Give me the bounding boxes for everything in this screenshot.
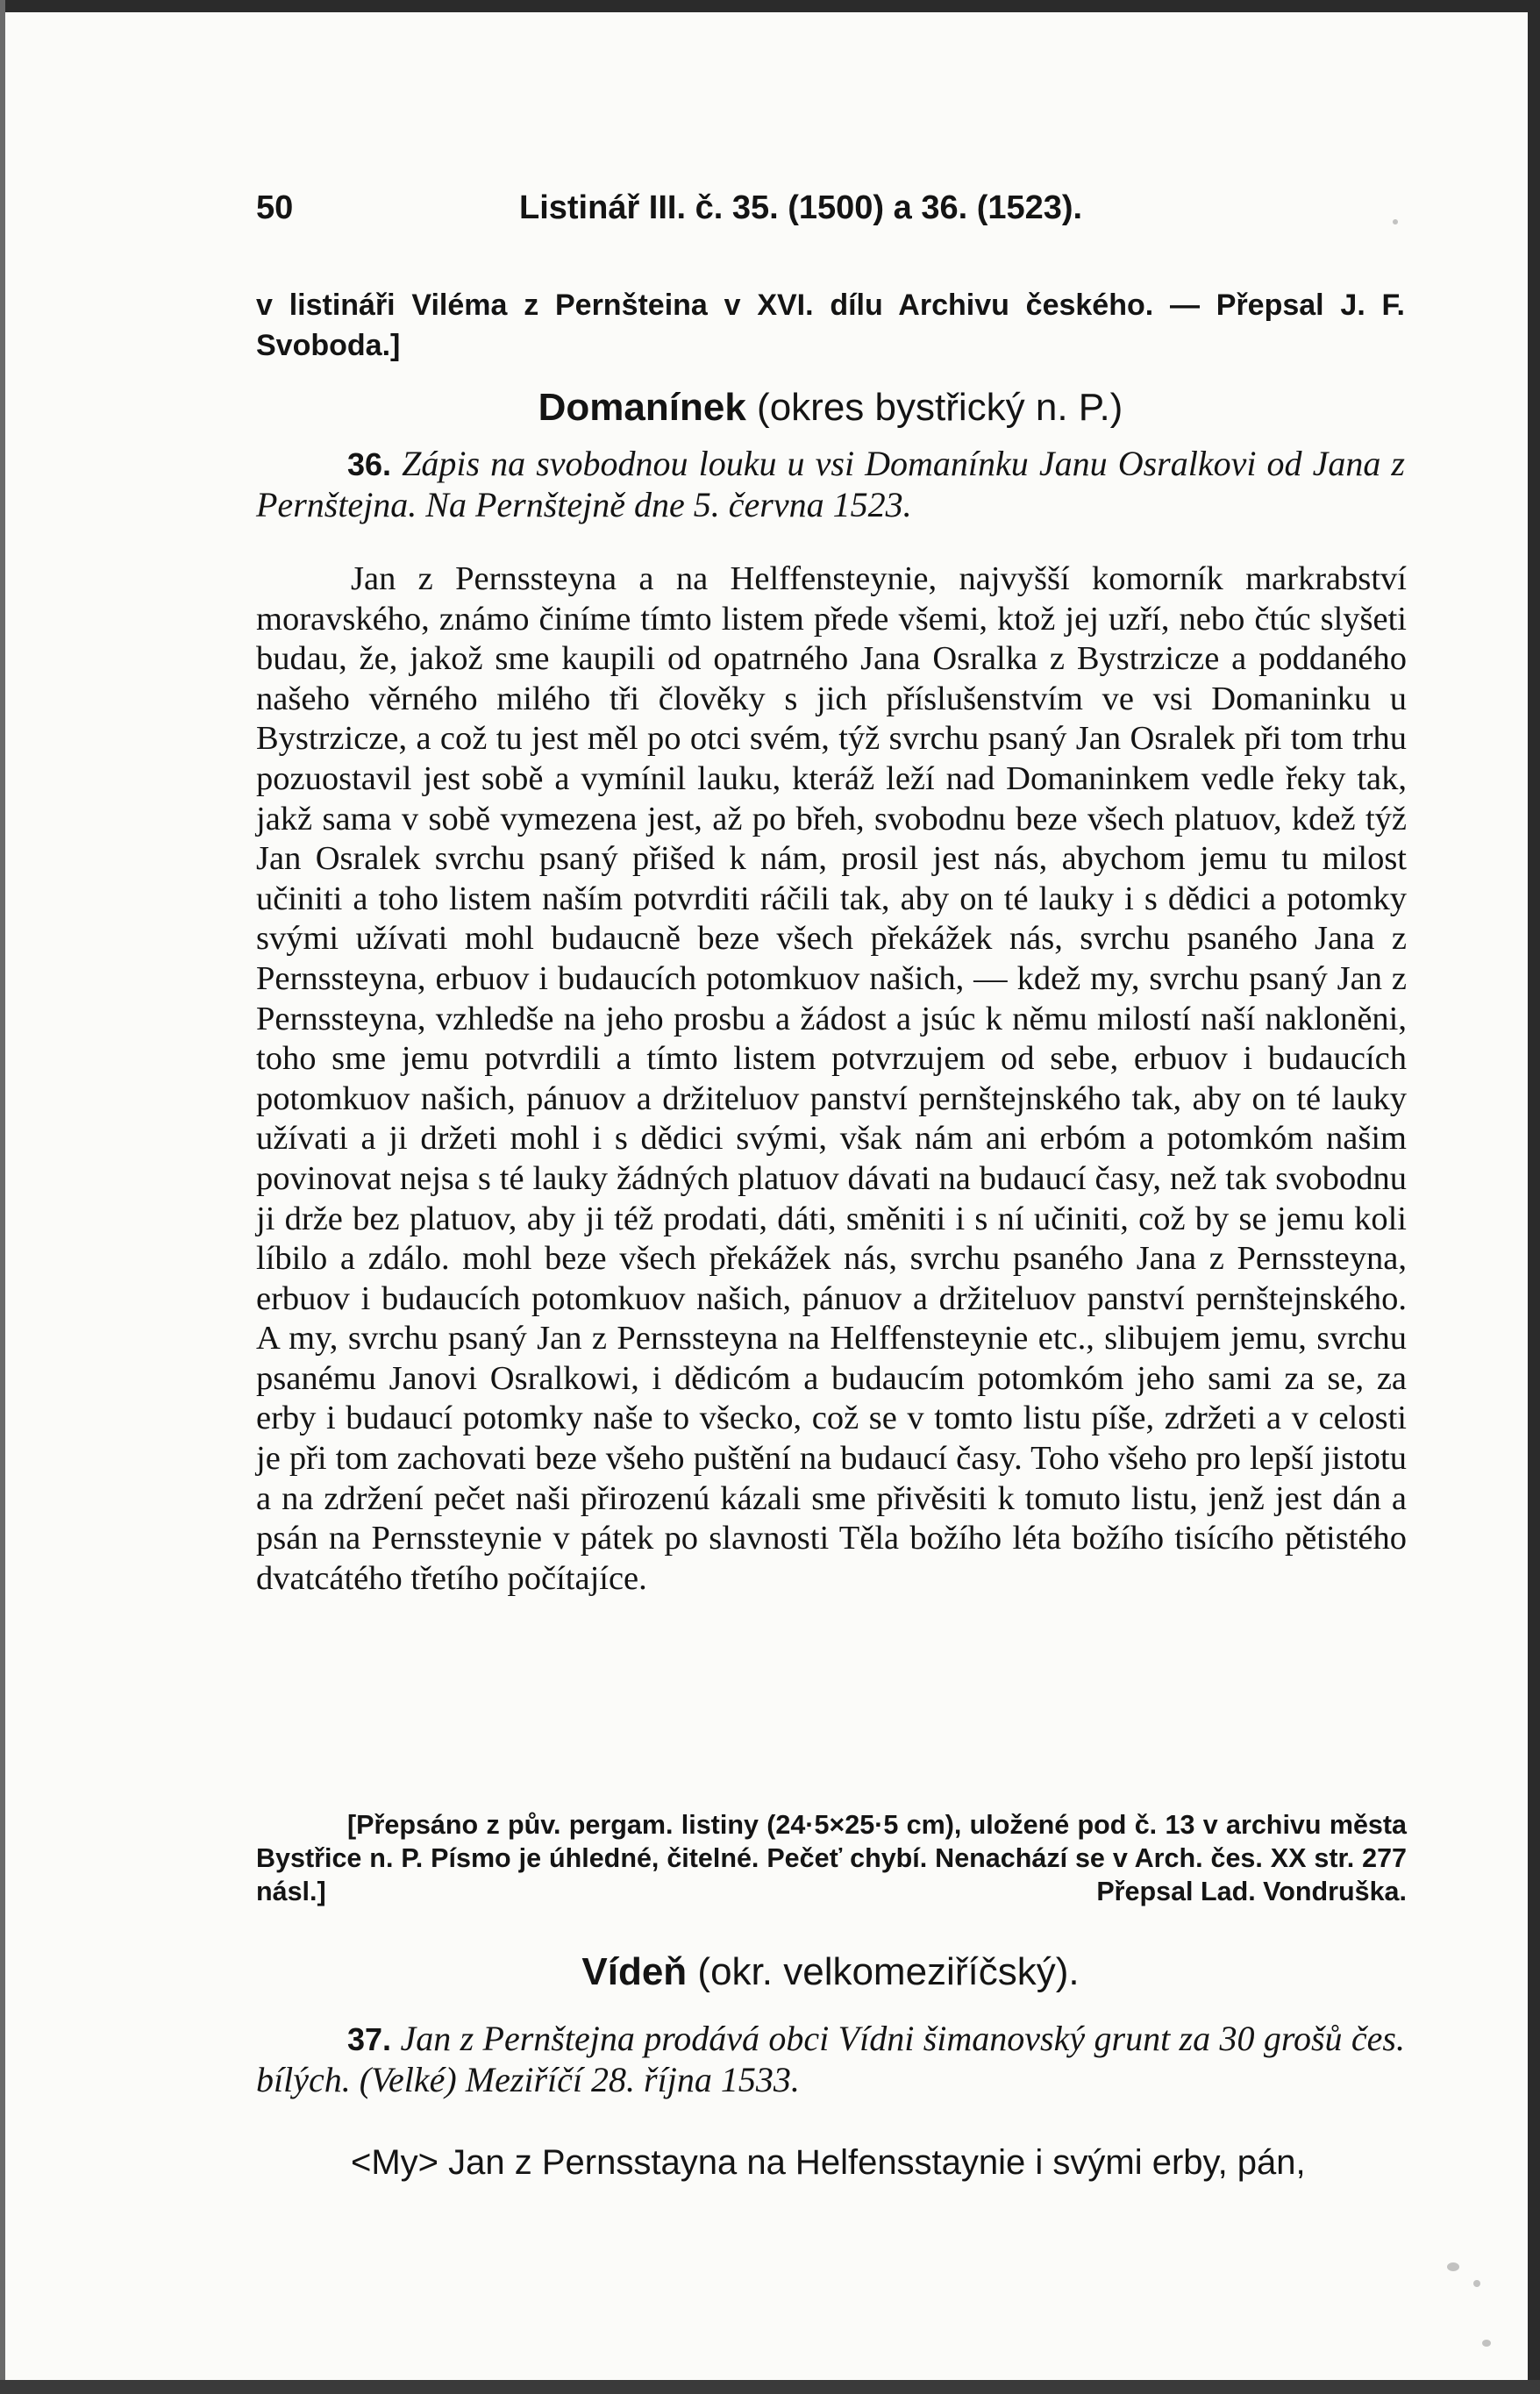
district-name: (okres bystřický n. P.)	[757, 386, 1123, 429]
document-number: 37.	[347, 2021, 392, 2057]
source-note-text: [Přepsáno z pův. pergam. listiny (24·5×25·5 cm), uložené pod č. 13 v archivu města Bystřice n. P. Písmo je úhledné, čitelné. Pečeť chybí. Nenachází se v Arch. čes. XX str. 277 násl.]	[256, 1810, 1407, 1906]
scan-border-top	[0, 0, 1540, 12]
charter-opening-line: <My> Jan z Pernsstayna na Helfensstaynie i svými erby, pán,	[351, 2143, 1306, 2182]
regest-text: Jan z Pernštejna prodává obci Vídni šimanovský grunt za 30 grošů čes. bílých. (Velké) Meziříčí 28. října 1533.	[256, 2019, 1405, 2099]
section-heading-domaninek	[256, 386, 1405, 430]
regest-text: Zápis na svobodnou louku u vsi Domanínku Janu Osralkovi od Jana z Pernštejna. Na Pernštejně dne 5. června 1523.	[256, 444, 1405, 524]
document-number: 36.	[347, 446, 392, 482]
section-heading-viden	[256, 1950, 1405, 1994]
regest-36	[256, 444, 1405, 525]
scan-speck	[1482, 2340, 1491, 2347]
page-number: 50	[256, 189, 294, 226]
scan-border-bottom	[0, 2380, 1540, 2394]
scan-speck	[1447, 2262, 1459, 2271]
scan-speck	[1393, 219, 1398, 224]
regest-37	[256, 2019, 1405, 2100]
scan-speck	[1473, 2280, 1480, 2287]
transcriber-signature: Přepsal Lad. Vondruška.	[1096, 1877, 1407, 1906]
source-note	[256, 1808, 1407, 1908]
running-title: Listinář III. č. 35. (1500) a 36. (1523).	[519, 189, 1083, 226]
charter-body-text: Jan z Pernssteyna a na Helffensteynie, najvyšší komorník markrabství moravského, známo činíme tímto listem přede všemi, ktož jej uzří, nebo čtúc slyšeti budau, že, jakož sme kaupili od opatrného Jana Osralka z Bystrzicze a poddaného našeho věrného milého tři člověky s jich příslušenstvím ve vsi Domaninku u Bystrzicze, a což tu jest měl po otci svém, týž svrchu psaný Jan Osralek při tom trhu pozuostavil jest sobě a vymínil lauku, kteráž leží nad Domaninkem vedle řeky tak, jakž sama v sobě vymezena jest, až po břeh, svobodnu beze všech platuov, kdež týž Jan Osralek svrchu psaný přišed k nám, prosil jest nás, abychom jemu tu milost učiniti a toho listem naším potvrditi ráčili tak, aby on té lauky i s dědici a potomky svými užívati mohl budaucně beze všech překážek nás, svrchu psaného Jana z Pernssteyna, erbuov i budaucích potomkuov našich, — kdež my, svrchu psaný Jan z Pernssteyna, vzhledše na jeho prosbu a žádost a jsúc k němu milostí naší nakloněni, toho sme jemu potvrdili a tímto listem potvrzujem od sebe, erbuov i budaucích potomkuov našich, pánuov a držiteluov panství pernštejnského tak, aby on té lauky užívati a ji držeti mohl i s dědici svými, však nám ani erbóm a potomkóm našim povinovat nejsa s té lauky žádných platuov dávati na budaucí časy, než tak svobodnu ji drže bez platuov, aby ji též prodati, dáti, směniti i s ní učiniti, což by se jemu koli líbilo a zdálo. mohl beze všech překážek nás, svrchu psaného Jana z Pernssteyna, erbuov i budaucích potomkuov našich, pánuov a držiteluov panství pernštejnského. A my, svrchu psaný Jan z Pernssteyna na Helffensteynie etc., slibujem jemu, svrchu psanému Janovi Osralkowi, i dědicóm a budaucím potomkóm jeho sami za se, za erby i budaucí potomky naše to všecko, což se v tomto listu píše, zdržeti a v celosti je při tom zachovati beze všeho puštění na budaucí časy. Toho všeho pro lepší jistotu a na zdržení pečet naši přirozenú kázali sme přivěsiti k tomuto listu, jenž jest dán a psán na Pernssteynie v pátek po slavnosti Těla božího léta božího tisícího pětistého dvatcátého třetího počítajíce.	[256, 560, 1407, 1597]
place-name: Vídeň	[581, 1950, 688, 1993]
place-name: Domanínek	[538, 386, 746, 429]
district-name: (okr. velkomeziříčský).	[697, 1950, 1080, 1993]
scan-border-right	[1528, 0, 1540, 2394]
scan-border-left	[0, 0, 5, 2394]
intro-note: v listináři Viléma z Pernšteina v XVI. dílu Archivu českého. — Přepsal J. F. Svoboda.]	[256, 289, 1405, 362]
